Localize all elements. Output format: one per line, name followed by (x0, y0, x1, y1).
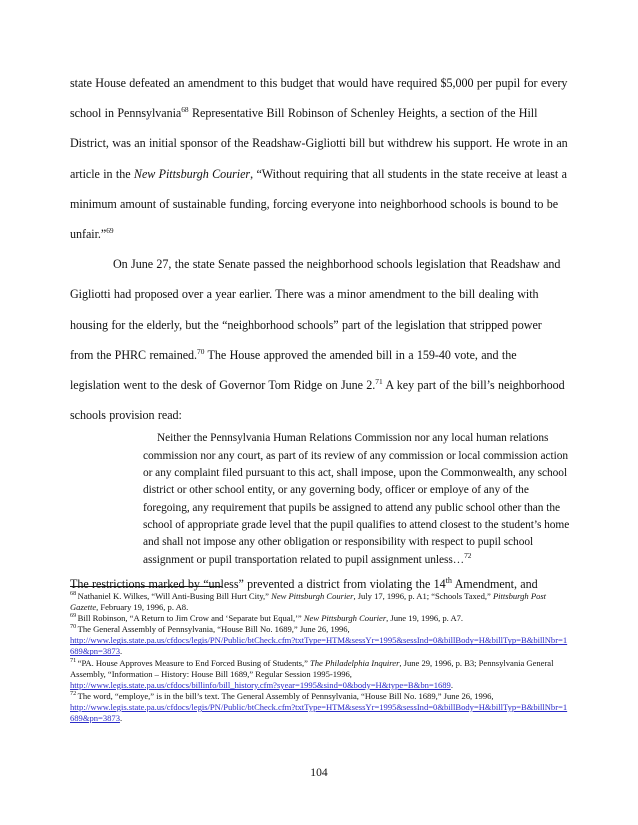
footnote-ref-72: 72 (464, 550, 472, 560)
paragraph-list (70, 68, 568, 430)
footnote-list (70, 591, 570, 724)
after-quote-text-after: Amendment, and (451, 576, 538, 591)
footnote-number-69: 69 (70, 612, 77, 620)
footnote-ref-69[interactable]: 69 (106, 225, 114, 235)
text-run: . (119, 646, 123, 657)
footnote-section (70, 586, 570, 724)
footnote-number-68: 68 (70, 590, 77, 598)
page-number: 104 (310, 766, 328, 779)
italic-title: Pittsburgh Post Gazette (70, 591, 547, 613)
italic-title: The Philadelphia Inquirer (310, 657, 400, 668)
text-run: The word, “employe,” is in the bill’s text. The General Assembly of Pennsylvania, “House Bill No. 1689,” June 26, 1996, (77, 690, 494, 701)
italic-title: New Pittsburgh Courier (303, 613, 387, 624)
footnote-ref-68[interactable]: 68 (181, 105, 189, 115)
footnote-url-link[interactable]: http://www.legis.state.pa.us/cfdocs/legis/PN/Public/btCheck.cfm?txtType=HTM&sessYr=1995&sessInd=0&billBody=H&billTyp=B&billNbr=1689&pn=3873 (70, 701, 568, 724)
blockquote-bill-text (143, 430, 575, 568)
text-run: The General Assembly of Pennsylvania, “House Bill No. 1689,” June 26, 1996, (77, 624, 350, 635)
footnote-number-71: 71 (70, 656, 77, 664)
ordinal-suffix: th (445, 575, 452, 585)
footnote-71 (70, 658, 570, 691)
text-run: . (450, 679, 453, 690)
footnote-72 (70, 691, 570, 724)
footnote-ref-70[interactable]: 70 (197, 346, 205, 356)
para-1 (70, 68, 568, 249)
text-run: On June 27, the state Senate passed the neighborhood schools legislation that Readshaw and Gigliotti had proposed over a year earlier. There was a minor amendment to the bill dealing with housing for the elderly, but the “neighborhood schools” part of the legislation that stripped power from the PHRC remained. (70, 257, 561, 362)
text-run: , June 29, 1996, p. B3; Pennsylvania General Assembly, “Information – History: House Bill 1689,” Regular Session 1995-1996, (70, 657, 554, 679)
text-run: , “Without requiring that all students in the state receive at least a minimum amount of sustainable funding, forcing everyone into neighborhood schools is bound to be unfair.” (70, 166, 567, 242)
footnote-69 (70, 613, 570, 624)
text-run: , June 19, 1996, p. A7. (386, 613, 464, 624)
text-run: Representative Bill Robinson of Schenley Heights, a section of the Hill District, was an initial sponsor of the Readshaw-Gigliotti bill but withdrew his support. He wrote in an article in the (70, 106, 568, 181)
body-text-column (70, 68, 568, 599)
footnote-url-link[interactable]: http://www.legis.state.pa.us/cfdocs/legis/PN/Public/btCheck.cfm?txtType=HTM&sessYr=1995&sessInd=0&billBody=H&billTyp=B&billNbr=1689&pn=3873 (70, 635, 568, 657)
text-run: A key part of the bill’s neighborhood schools provision read: (70, 378, 565, 423)
blockquote-text: Neither the Pennsylvania Human Relations Commission nor any local human relations commission nor any court, as part of its review of any commission or local commission action or any complaint filed pursuant to this act, shall impose, upon the Commonwealth, any school district or other school entity, or any governing body, officer or employe of any of the foregoing, any requirement that pupils be assigned to attend any public school other than the school of appropriate grade level that the pupil qualifies to attend closest to the student’s home and shall not impose any other obligation or responsibility with respect to pupil school assignment or pupil transportation related to pupil assignment unless… (143, 432, 570, 566)
footnote-url-link[interactable]: http://www.legis.state.pa.us/cfdocs/billinfo/bill_history.cfm?syear=1995&sind=0&body=H&type=B&bn=1689 (70, 679, 451, 690)
italic-title: New Pittsburgh Courier (133, 166, 251, 181)
text-run: The House approved the amended bill in a 159-40 vote, and the legislation went to the desk of Governor Tom Ridge on June 2. (70, 347, 517, 393)
italic-title: New Pittsburgh Courier (271, 591, 354, 601)
text-run: , July 17, 1996, p. A1; “Schools Taxed,” (353, 591, 493, 601)
text-run: Bill Robinson, “A Return to Jim Crow and ‘Separate but Equal,’” (77, 613, 304, 624)
footnote-68 (70, 591, 570, 613)
text-run: . (119, 713, 123, 724)
text-run: “PA. House Approves Measure to End Forced Busing of Students,” (77, 657, 310, 668)
footnote-separator-rule (70, 586, 222, 587)
text-run: state House defeated an amendment to this budget that would have required $5,000 per pupil for every school in Pennsylvania (70, 76, 568, 121)
footnote-number-70: 70 (70, 623, 77, 631)
text-run: , February 19, 1996, p. A8. (96, 602, 189, 613)
after-quote-text-before: The restrictions marked by “unless” prevented a district from violating the 14 (70, 576, 446, 591)
footnote-70 (70, 624, 570, 657)
footnote-number-72: 72 (70, 689, 77, 697)
para-2 (70, 249, 568, 430)
text-run: Nathaniel K. Wilkes, “Will Anti-Busing Bill Hurt City,” (77, 591, 272, 601)
footnote-ref-71[interactable]: 71 (375, 377, 383, 386)
